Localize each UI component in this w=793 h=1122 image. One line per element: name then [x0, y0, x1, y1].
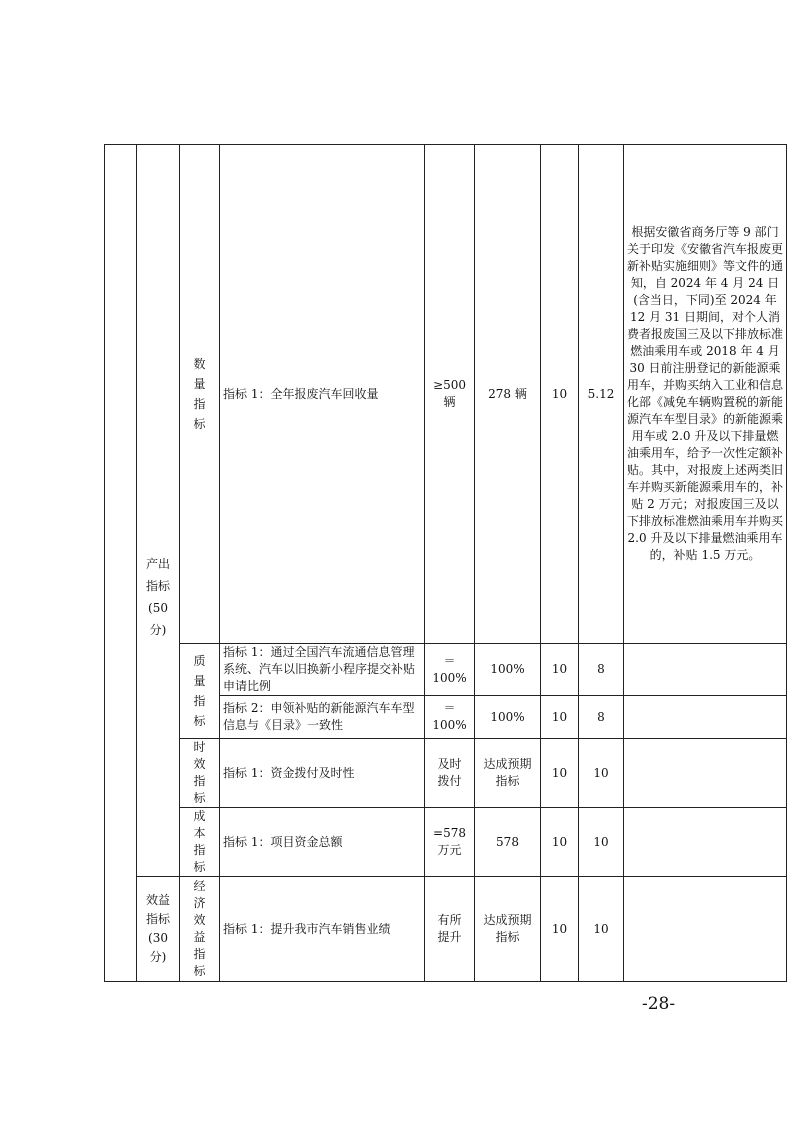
target-cell: =578万元 — [425, 808, 475, 877]
indicator-cell: 指标 1：项目资金总额 — [220, 808, 425, 877]
weight-cell: 10 — [541, 877, 579, 982]
score-cell: 8 — [579, 696, 624, 739]
page-number: -28- — [642, 994, 676, 1014]
note-cell — [624, 877, 787, 982]
category-benefit: 效益指标(30分) — [137, 877, 180, 982]
note-cell: 根据安徽省商务厅等 9 部门关于印发《安徽省汽车报废更新补贴实施细则》等文件的通知，自 2024 年 4 月 24 日(含当日，下同)至 2024 年 12 月 31 日期间，对个人消费者报废国三及以下排放标准燃油乘用车或 2018 年 4 月 30 日前注册登记的新能源乘用车，并购买纳入工业和信息化部《减免车辆购置税的新能源汽车车型目录》的新能源乘用车或 2.0 升及以下排量燃油乘用车，给予一次性定额补贴。其中，对报废上述两类旧车并购买新能源乘用车的，补贴 2 万元；对报废国三及以下排放标准燃油乘用车并购买 2.0 升及以下排量燃油乘用车的，补贴 1.5 万元。 — [624, 145, 787, 644]
actual-cell: 578 — [475, 808, 541, 877]
indicator-cell: 指标 1：全年报废汽车回收量 — [220, 145, 425, 644]
target-cell: 及时拨付 — [425, 739, 475, 808]
subcategory-cost: 成本指标 — [180, 808, 220, 877]
actual-cell: 278 辆 — [475, 145, 541, 644]
actual-cell: 100% — [475, 644, 541, 696]
note-cell — [624, 808, 787, 877]
score-cell: 10 — [579, 739, 624, 808]
table-row — [105, 739, 787, 808]
note-cell — [624, 739, 787, 808]
subcategory-economic-benefit: 经济效益指标 — [180, 877, 220, 982]
table-row — [105, 808, 787, 877]
note-cell — [624, 644, 787, 696]
target-cell: ≥500辆 — [425, 145, 475, 644]
score-cell: 10 — [579, 877, 624, 982]
indicator-cell: 指标 1：资金拨付及时性 — [220, 739, 425, 808]
subcategory-quantity: 数量指标 — [180, 145, 220, 644]
weight-cell: 10 — [541, 696, 579, 739]
target-cell: ＝100% — [425, 696, 475, 739]
target-cell: ＝100% — [425, 644, 475, 696]
actual-cell: 100% — [475, 696, 541, 739]
table-row — [105, 644, 787, 696]
indicator-cell: 指标 1：通过全国汽车流通信息管理系统、汽车以旧换新小程序提交补贴申请比例 — [220, 644, 425, 696]
performance-table — [104, 144, 787, 982]
score-cell: 10 — [579, 808, 624, 877]
actual-cell: 达成预期指标 — [475, 877, 541, 982]
weight-cell: 10 — [541, 145, 579, 644]
score-cell: 5.12 — [579, 145, 624, 644]
level1-blank-cell — [105, 145, 137, 982]
actual-cell: 达成预期指标 — [475, 739, 541, 808]
subcategory-quality: 质量指标 — [180, 644, 220, 739]
note-cell — [624, 696, 787, 739]
target-cell: 有所提升 — [425, 877, 475, 982]
weight-cell: 10 — [541, 644, 579, 696]
category-output: 产出指标(50分) — [137, 145, 180, 877]
weight-cell: 10 — [541, 739, 579, 808]
indicator-cell: 指标 2：申领补贴的新能源汽车车型信息与《目录》一致性 — [220, 696, 425, 739]
table-row — [105, 877, 787, 982]
indicator-cell: 指标 1：提升我市汽车销售业绩 — [220, 877, 425, 982]
weight-cell: 10 — [541, 808, 579, 877]
subcategory-timeliness: 时效指标 — [180, 739, 220, 808]
score-cell: 8 — [579, 644, 624, 696]
table-row — [105, 145, 787, 644]
